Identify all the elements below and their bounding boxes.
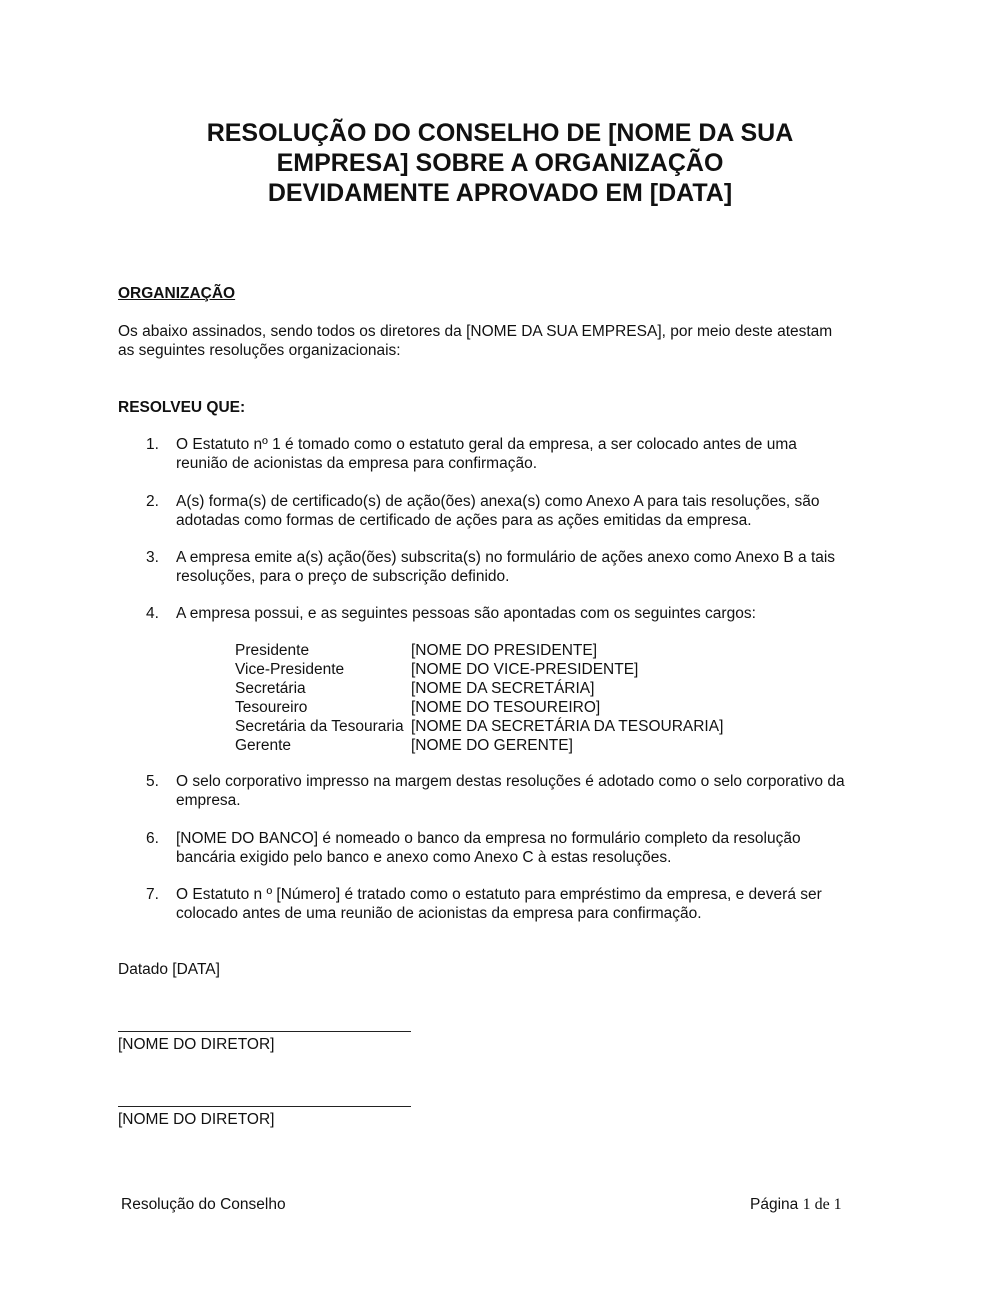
title-line: EMPRESA] SOBRE A ORGANIZAÇÃO xyxy=(276,149,724,177)
officer-role: Gerente xyxy=(235,737,292,754)
officer-role: Tesoureiro xyxy=(235,699,308,716)
officer-row xyxy=(235,698,723,717)
item-line: A(s) forma(s) de certificado(s) de ação(ões) anexa(s) como Anexo A para tais resoluções, são xyxy=(176,493,820,510)
item-number: 1. xyxy=(146,436,159,453)
officer-name: [NOME DO GERENTE] xyxy=(411,737,573,754)
item-text xyxy=(176,885,896,923)
officer-role: Secretária xyxy=(235,680,306,697)
officer-role: Vice-Presidente xyxy=(235,661,345,678)
title-line: DEVIDAMENTE APROVADO EM [DATA] xyxy=(267,179,733,207)
item-number: 5. xyxy=(146,773,159,790)
officer-name: [NOME DO VICE-PRESIDENTE] xyxy=(411,661,639,678)
officer-row xyxy=(235,660,723,679)
signature-line xyxy=(118,1106,411,1107)
page-label: Página xyxy=(750,1196,799,1213)
item-number: 7. xyxy=(146,886,159,903)
item-line: O selo corporativo impresso na margem destas resoluções é adotado como o selo corporativo da xyxy=(176,773,845,790)
page-count: 1 de 1 xyxy=(802,1196,842,1213)
director-name-2: [NOME DO DIRETOR] xyxy=(118,1111,275,1128)
item-line: [NOME DO BANCO] é nomeado o banco da empresa no formulário completo da resolução xyxy=(176,830,801,847)
item-line: colocado antes de uma reunião de acionistas da empresa para confirmação. xyxy=(176,905,702,922)
item-line: bancária exigido pelo banco e anexo como Anexo C à estas resoluções. xyxy=(176,849,672,866)
item-line: empresa. xyxy=(176,792,241,809)
item-text xyxy=(176,435,896,473)
resolved-heading: RESOLVEU QUE: xyxy=(118,399,246,416)
item-number: 6. xyxy=(146,830,159,847)
section-heading-organizacao: ORGANIZAÇÃO xyxy=(118,285,236,302)
item-line: adotadas como formas de certificado de ações para as ações emitidas da empresa. xyxy=(176,512,752,529)
item-line: O Estatuto n º [Número] é tratado como o estatuto para empréstimo da empresa, e deverá ser xyxy=(176,886,822,903)
officer-name: [NOME DA SECRETÁRIA] xyxy=(411,680,595,697)
officer-row xyxy=(235,679,723,698)
officer-row xyxy=(235,717,723,736)
item-line: resoluções, para o preço de subscrição definido. xyxy=(176,568,510,585)
intro-paragraph xyxy=(118,322,888,360)
document-title xyxy=(100,118,900,208)
officer-name: [NOME DO PRESIDENTE] xyxy=(411,642,598,659)
footer-document-name: Resolução do Conselho xyxy=(121,1196,286,1213)
item-text xyxy=(176,772,896,810)
item-text xyxy=(176,829,896,867)
item-line: reunião de acionistas da empresa para confirmação. xyxy=(176,455,538,472)
officer-name: [NOME DO TESOUREIRO] xyxy=(411,699,601,716)
officer-name: [NOME DA SECRETÁRIA DA TESOURARIA] xyxy=(411,718,724,735)
officer-row xyxy=(235,641,723,660)
item-text xyxy=(176,604,896,623)
item-line: A empresa emite a(s) ação(ões) subscrita(s) no formulário de ações anexo como Anexo B a tais xyxy=(176,549,836,566)
title-line: RESOLUÇÃO DO CONSELHO DE [NOME DA SUA xyxy=(206,119,794,147)
item-number: 2. xyxy=(146,493,159,510)
director-name-1: [NOME DO DIRETOR] xyxy=(118,1036,275,1053)
item-line: A empresa possui, e as seguintes pessoas são apontadas com os seguintes cargos: xyxy=(176,605,756,622)
intro-line: Os abaixo assinados, sendo todos os diretores da [NOME DA SUA EMPRESA], por meio deste atestam xyxy=(118,323,833,340)
item-number: 3. xyxy=(146,549,159,566)
footer-page-number xyxy=(750,1196,842,1214)
signature-line xyxy=(118,1031,411,1032)
dated-line: Datado [DATA] xyxy=(118,961,220,978)
item-text xyxy=(176,492,896,530)
officers-list xyxy=(235,641,723,755)
officer-role: Presidente xyxy=(235,642,310,659)
item-line: O Estatuto nº 1 é tomado como o estatuto geral da empresa, a ser colocado antes de uma xyxy=(176,436,797,453)
item-number: 4. xyxy=(146,605,159,622)
officer-row xyxy=(235,736,723,755)
item-text xyxy=(176,548,896,586)
intro-line: as seguintes resoluções organizacionais: xyxy=(118,342,401,359)
officer-role: Secretária da Tesouraria xyxy=(235,718,404,735)
